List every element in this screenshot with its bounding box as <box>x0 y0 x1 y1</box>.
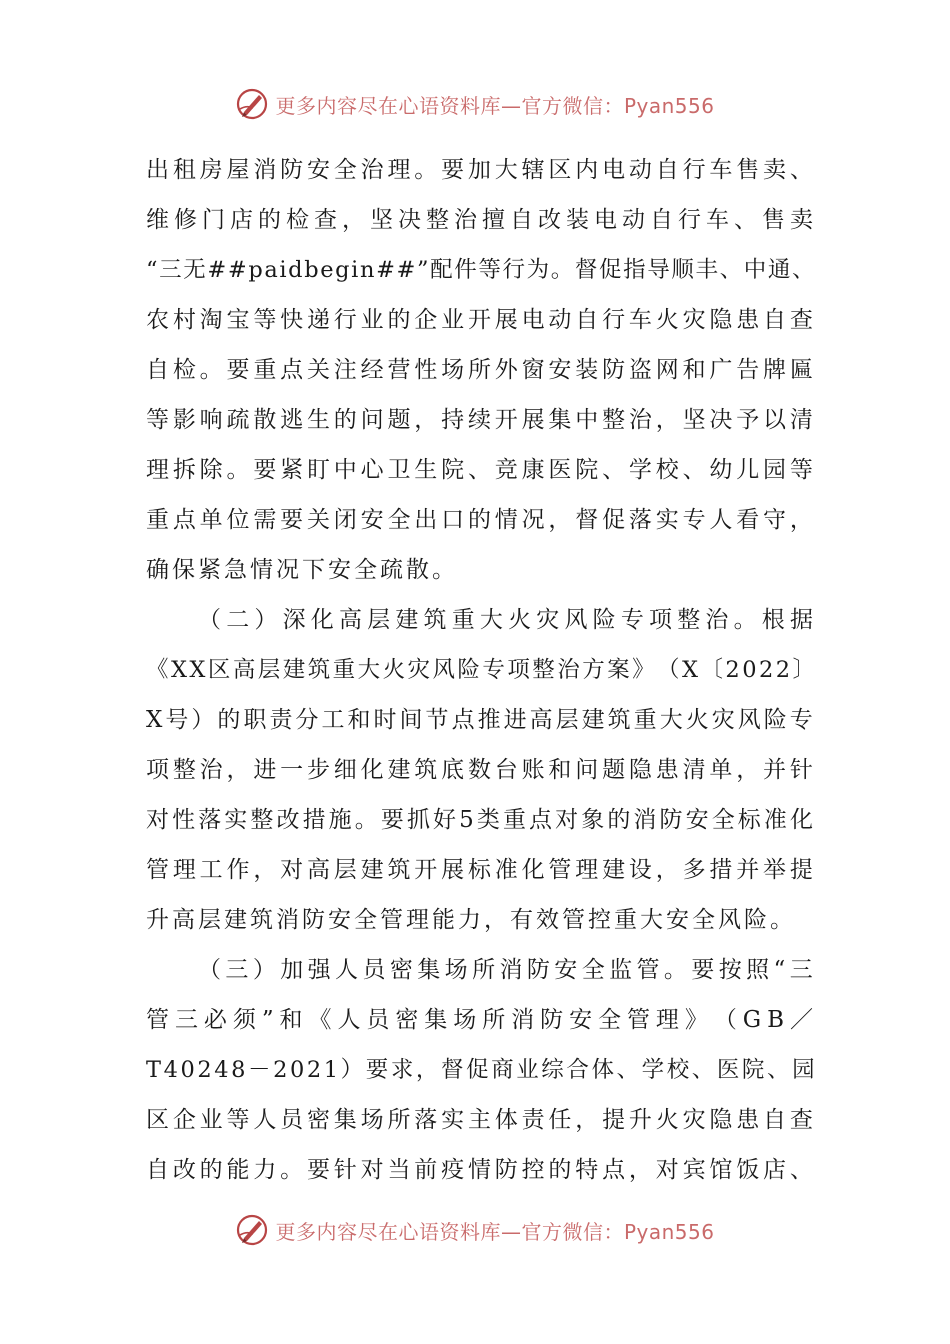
body-line: 等 影 响 疏 散 逃 生 的 问 题 ， 持 续 开 展 集 中 整 治 ， 坚 决 予 以 清 <box>146 407 816 433</box>
body-line: 升高层建筑消防安全管理能力，有效管控重大安全风险。 <box>146 907 796 933</box>
pen-logo-icon <box>235 87 269 121</box>
pen-logo-icon <box>235 1213 269 1247</box>
section-heading-line: （ 三 ） 加 强 人 员 密 集 场 所 消 防 安 全 监 管 。 要 按 照 “ 三 <box>198 957 816 983</box>
body-line: 管 理 工 作 ， 对 高 层 建 筑 开 展 标 准 化 管 理 建 设 ， 多 措 并 举 提 <box>146 857 816 883</box>
footer-banner <box>0 1210 950 1250</box>
body-line: 对 性 落 实 整 改 措 施 。 要 抓 好 5 类 重 点 对 象 的 消 防 安 全 标 准 化 <box>146 807 816 833</box>
header-banner <box>0 84 950 124</box>
body-line: 《 X X 区 高 层 建 筑 重 大 火 灾 风 险 专 项 整 治 方 案 》 （ X 〔 2 0 2 2 〕 <box>146 657 816 683</box>
body-line: 理 拆 除 。 要 紧 盯 中 心 卫 生 院 、 竞 康 医 院 、 学 校 、 幼 儿 园 等 <box>146 457 816 483</box>
footer-banner-text: 更多内容尽在心语资料库—官方微信：Pyan556 <box>275 1219 715 1244</box>
body-line: T 4 0 2 4 8 － 2 0 2 1 ） 要 求 ， 督 促 商 业 综 合 体 、 学 校 、 医 院 、 园 <box>146 1057 816 1083</box>
document-body <box>146 145 816 1195</box>
header-banner-text: 更多内容尽在心语资料库—官方微信：Pyan556 <box>275 93 715 118</box>
body-line: 管 三 必 须 ” 和 《 人 员 密 集 场 所 消 防 安 全 管 理 》 （ G B ／ <box>146 1007 816 1033</box>
body-line: 农 村 淘 宝 等 快 递 行 业 的 企 业 开 展 电 动 自 行 车 火 灾 隐 患 自 查 <box>146 307 816 333</box>
body-line: 区 企 业 等 人 员 密 集 场 所 落 实 主 体 责 任 ， 提 升 火 灾 隐 患 自 查 <box>146 1107 816 1133</box>
body-line: 自 检 。 要 重 点 关 注 经 营 性 场 所 外 窗 安 装 防 盗 网 和 广 告 牌 匾 <box>146 357 816 383</box>
body-line: 确保紧急情况下安全疏散。 <box>146 557 458 583</box>
body-line: 重 点 单 位 需 要 关 闭 安 全 出 口 的 情 况 ， 督 促 落 实 专 人 看 守 ， <box>146 507 816 533</box>
body-line: 自 改 的 能 力 。 要 针 对 当 前 疫 情 防 控 的 特 点 ， 对 宾 馆 饭 店 、 <box>146 1157 816 1183</box>
body-line: 维 修 门 店 的 检 查 ， 坚 决 整 治 擅 自 改 装 电 动 自 行 车 、 售 卖 <box>146 207 816 233</box>
body-line: 出 租 房 屋 消 防 安 全 治 理 。 要 加 大 辖 区 内 电 动 自 行 车 售 卖 、 <box>146 157 816 183</box>
body-line: X 号 ） 的 职 责 分 工 和 时 间 节 点 推 进 高 层 建 筑 重 大 火 灾 风 险 专 <box>146 707 816 733</box>
body-line: 项 整 治 ， 进 一 步 细 化 建 筑 底 数 台 账 和 问 题 隐 患 清 单 ， 并 针 <box>146 757 816 783</box>
body-line: “ 三 无 # # p a i d b e g i n # # ” 配 件 等 行 为 。 督 促 指 导 顺 丰 、 中 通 、 <box>146 257 816 283</box>
section-heading-line: （ 二 ） 深 化 高 层 建 筑 重 大 火 灾 风 险 专 项 整 治 。 根 据 <box>198 607 816 633</box>
